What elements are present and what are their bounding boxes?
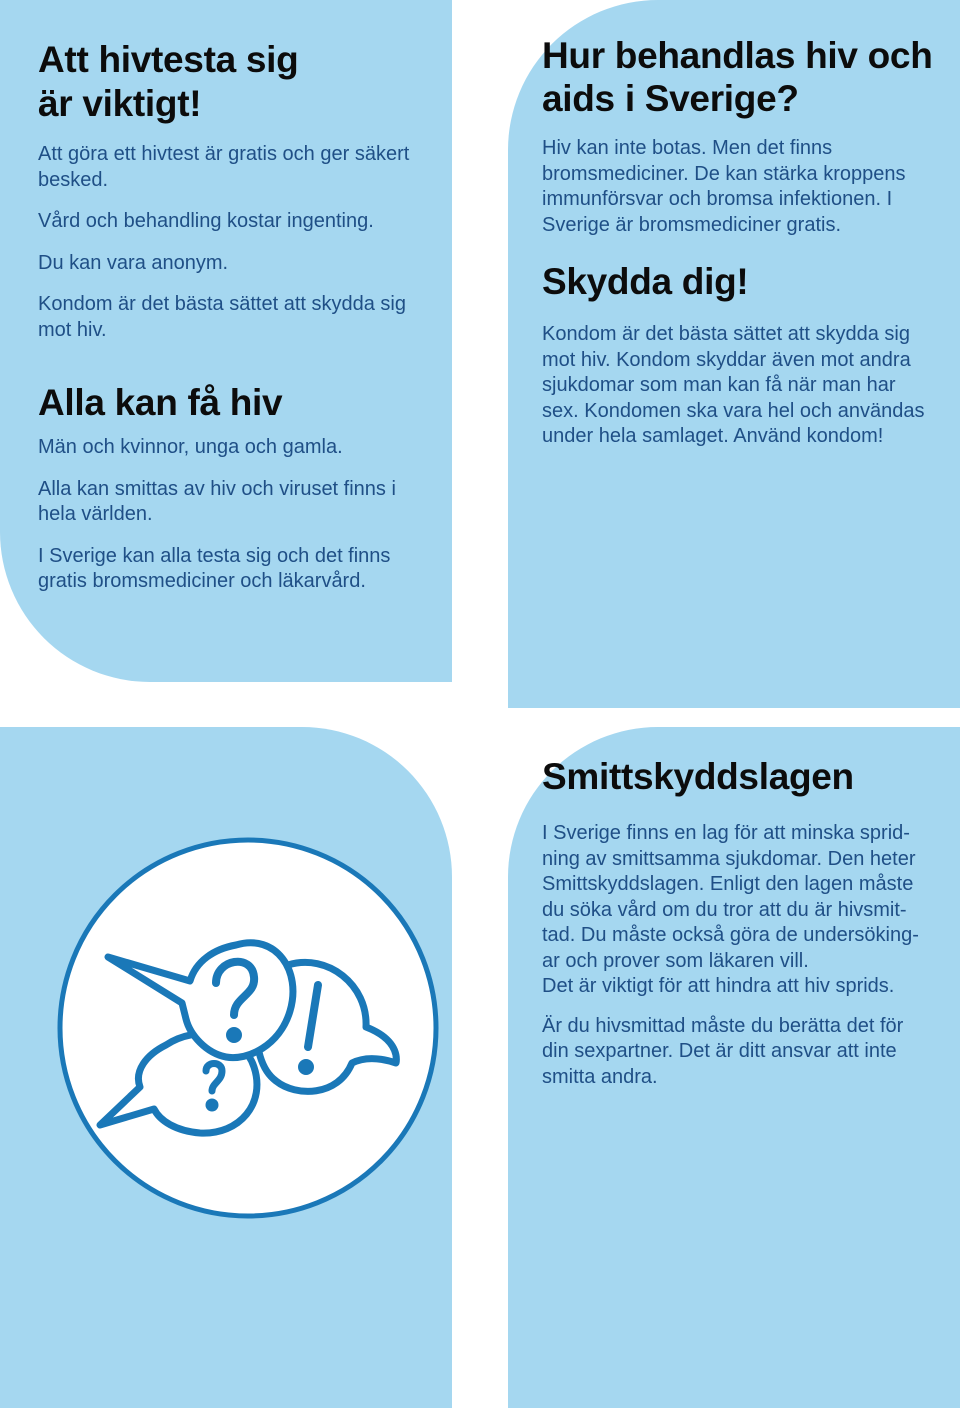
- text-line: Det är viktigt för att hindra att hiv sprids.: [542, 975, 895, 997]
- text-line: ning av smittsamma sjukdomar. Den heter: [542, 847, 916, 870]
- heading-line: aids i Sverige?: [542, 78, 799, 119]
- paragraph: Vård och behandling kostar ingenting.: [38, 210, 374, 232]
- text-line: I Sverige finns en lag för att minska sprid-: [542, 822, 910, 844]
- heading-treatment: [542, 34, 944, 120]
- heading-smittskyddslagen: Smittskyddslagen: [542, 756, 854, 797]
- heading-line: Hur behandlas hiv och: [542, 35, 933, 76]
- heading-line: Att hivtesta sig: [38, 39, 299, 80]
- text-line: du söka vård om du tror att du är hivsmit-: [542, 898, 907, 921]
- heading-anyone-can-get-hiv: Alla kan få hiv: [38, 382, 283, 423]
- paragraph: Alla kan smittas av hiv och viruset finns i hela världen.: [38, 477, 396, 525]
- heading-line: är viktigt!: [38, 83, 202, 124]
- heading-protect-yourself: Skydda dig!: [542, 261, 749, 302]
- paragraph: Är du hivsmittad måste du berätta det för din sexpartner. Det är ditt ansvar att inte smitta andra.: [542, 1014, 904, 1088]
- paragraph: Du kan vara anonym.: [38, 251, 229, 274]
- paragraph: Att göra ett hivtest är gratis och ger säkert besked.: [38, 143, 410, 191]
- text-line: Smittskyddslagen. Enligt den lagen måste: [542, 873, 914, 895]
- paragraph: I Sverige kan alla testa sig och det finns gratis bromsmediciner och läkarvård.: [38, 544, 391, 592]
- paragraph: Kondom är det bästa sättet att skydda sig mot hiv. Kondom skyddar även mot andra sjukdomar som man kan få när man har sex. Kondomen ska vara hel och användas under hela samlaget. Använd kondom!: [542, 323, 925, 447]
- panel-illustration: [0, 727, 452, 1408]
- panel-hiv-testing: [0, 0, 452, 682]
- panel-treatment-in-sweden: [508, 0, 960, 708]
- paragraph: Män och kvinnor, unga och gamla.: [38, 436, 343, 458]
- paragraph: Hiv kan inte botas. Men det finns bromsmediciner. De kan stärka kroppens immunförsvar och bromsa infektionen. I Sverige är bromsmediciner gratis.: [542, 137, 906, 236]
- panel-communicable-disease-act: [508, 727, 960, 1408]
- paragraph: Kondom är det bästa sättet att skydda sig mot hiv.: [38, 293, 406, 341]
- text-line: ar och prover som läkaren vill.: [542, 949, 809, 972]
- speech-bubbles-question-exclamation-icon: [56, 835, 440, 1221]
- text-line: tad. Du måste också göra de undersöking-: [542, 924, 919, 946]
- paragraph: [542, 821, 932, 1000]
- heading-hiv-testing: [38, 38, 338, 126]
